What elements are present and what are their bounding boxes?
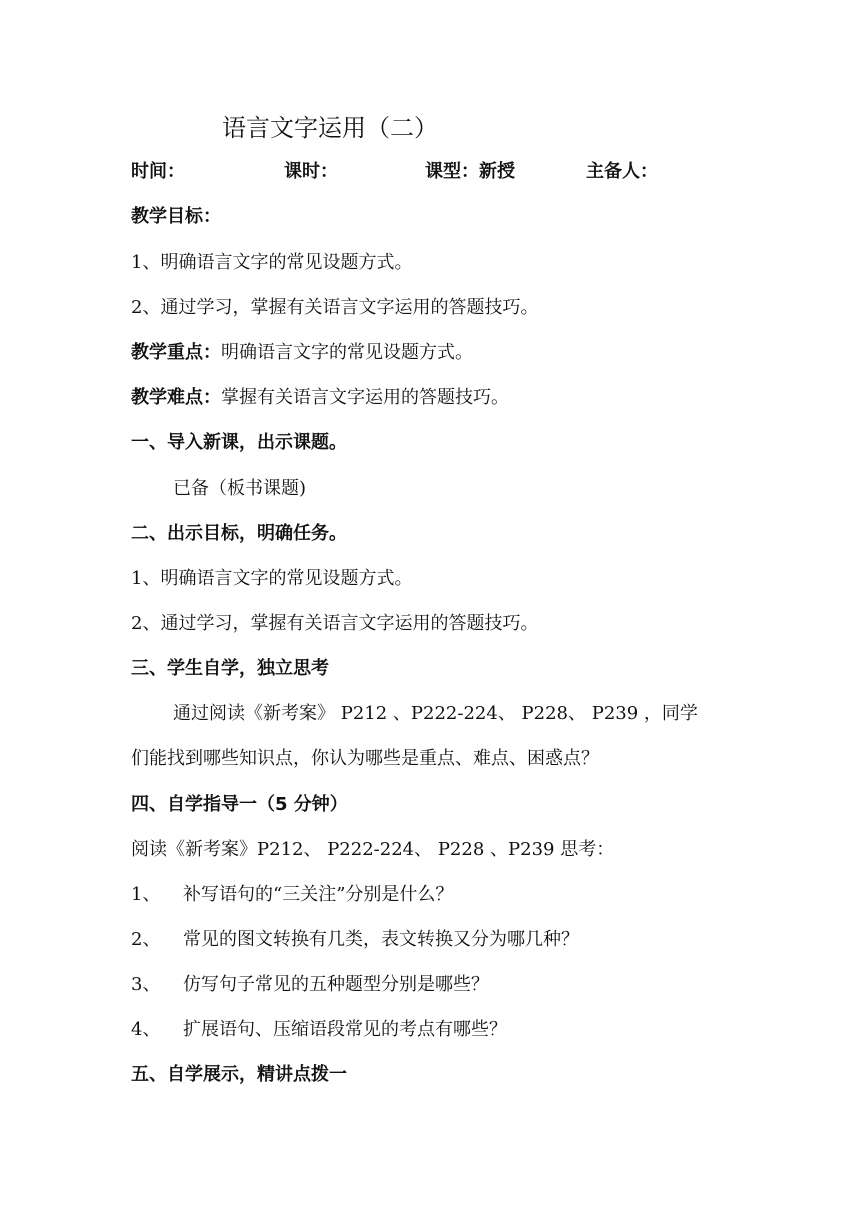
question-text: 扩展语句、压缩语段常见的考点有哪些？ — [183, 1019, 507, 1040]
section-heading: 三、学生自学，独立思考 — [131, 658, 329, 679]
preparer-label: 主备人： — [586, 161, 658, 182]
document-title: 语言文字运用（二） — [222, 114, 438, 142]
objective-item: 2、通过学习，掌握有关语言文字运用的答题技巧。 — [131, 297, 539, 318]
paragraph-line: 通过阅读《新考案》 P212 、P222-224、 P228、 P239 ，同学 — [173, 703, 698, 724]
question-number: 4、 — [131, 1019, 161, 1040]
key-point — [131, 340, 473, 366]
question-number: 1、 — [131, 884, 161, 905]
difficulty-text: 掌握有关语言文字运用的答题技巧。 — [221, 387, 509, 408]
objective-item: 1、明确语言文字的常见设题方式。 — [131, 252, 413, 273]
lesson-type-label: 课型：新授 — [425, 161, 515, 182]
target-item: 2、通过学习，掌握有关语言文字运用的答题技巧。 — [131, 613, 539, 634]
objectives-heading: 教学目标： — [131, 206, 221, 227]
section-heading: 一、导入新课，出示课题。 — [131, 432, 347, 453]
question-item — [131, 927, 579, 953]
section-heading: 四、自学指导一（5 分钟） — [131, 794, 348, 815]
difficulty — [131, 385, 509, 411]
lesson-meta-row — [0, 159, 860, 185]
question-text: 补写语句的“三关注”分别是什么？ — [183, 884, 454, 905]
section-heading: 五、自学展示，精讲点拨一 — [131, 1064, 347, 1085]
paragraph-line: 们能找到哪些知识点，你认为哪些是重点、难点、困惑点？ — [131, 748, 599, 769]
question-item — [131, 972, 489, 998]
question-item — [131, 1017, 507, 1043]
question-number: 2、 — [131, 929, 161, 950]
key-point-text: 明确语言文字的常见设题方式。 — [221, 342, 473, 363]
question-text: 常见的图文转换有几类，表文转换又分为哪几种？ — [183, 929, 579, 950]
key-point-label: 教学重点： — [131, 342, 221, 363]
time-label: 时间： — [131, 161, 185, 182]
question-text: 仿写句子常见的五种题型分别是哪些？ — [183, 974, 489, 995]
section-text: 已备（板书课题) — [173, 478, 307, 499]
difficulty-label: 教学难点： — [131, 387, 221, 408]
question-item — [131, 882, 453, 908]
reading-instruction: 阅读《新考案》P212、 P222-224、 P228 、P239 思考： — [131, 839, 615, 860]
target-item: 1、明确语言文字的常见设题方式。 — [131, 568, 413, 589]
class-hours-label: 课时： — [284, 161, 338, 182]
section-heading: 二、出示目标，明确任务。 — [131, 523, 347, 544]
question-number: 3、 — [131, 974, 161, 995]
